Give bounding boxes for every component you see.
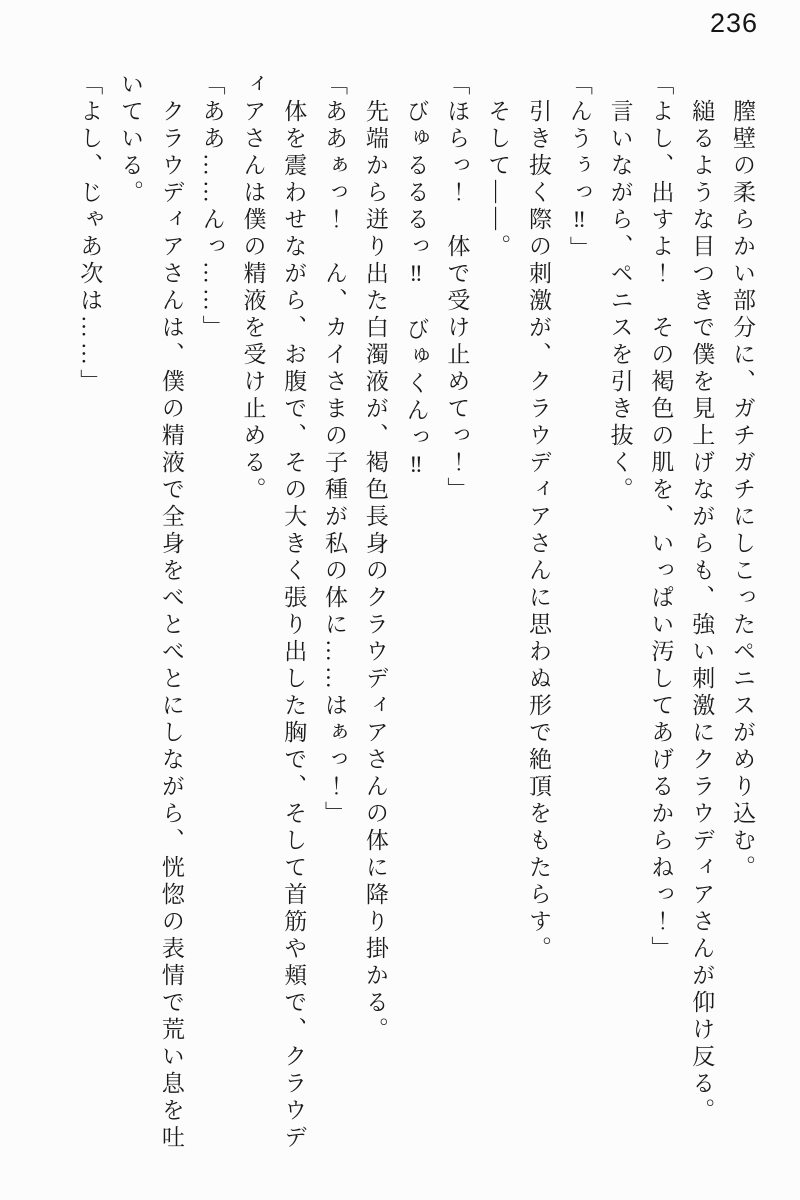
text-line: クラウディアさんは、僕の精液で全身をべとべとにしながら、恍惚の表情で荒い息を吐 xyxy=(158,72,184,1152)
text-line-dialogue: 「ああ……んっ……」 xyxy=(199,72,225,342)
text-line-dialogue: 「よし、じゃあ次は……」 xyxy=(77,72,103,396)
text-line: 先端から迸り出た白濁液が、褐色長身のクラウディアさんの体に降り掛かる。 xyxy=(362,72,388,1044)
text-line-dialogue: 「んうぅっ‼」 xyxy=(566,72,592,263)
text-line: びゅるるるっ‼ びゅくんっ‼ xyxy=(403,72,429,481)
page-number: 236 xyxy=(709,8,758,38)
text-line: 体を震わせながら、お腹で、その大きく張り出した胸で、そして首筋や頬で、クラウデ xyxy=(281,72,307,1152)
text-line-dialogue: 「よし、出すよ！ その褐色の肌を、いっぱい汚してあげるからねっ！」 xyxy=(648,72,674,963)
text-line: 言いながら、ペニスを引き抜く。 xyxy=(607,72,633,504)
text-line-continuation: ィアさんは僕の精液を受け止める。 xyxy=(240,72,266,504)
text-line-dialogue: 「ほらっ！ 体で受け止めてっ！」 xyxy=(444,72,470,504)
text-line: 引き抜く際の刺激が、クラウディアさんに思わぬ形で絶頂をもたらす。 xyxy=(526,72,552,963)
text-line: そして――。 xyxy=(485,72,511,261)
body-text xyxy=(68,72,762,1152)
text-line: 膣壁の柔らかい部分に、ガチガチにしこったペニスがめり込む。 xyxy=(730,72,755,882)
text-line-dialogue: 「ああぁっ！ ん、カイさまの子種が私の体に……はぁっ！」 xyxy=(322,72,348,828)
text-line-continuation: いている。 xyxy=(118,72,144,207)
text-line: 縋るような目つきで僕を見上げながらも、強い刺激にクラウディアさんが仰け反る。 xyxy=(689,72,715,1125)
